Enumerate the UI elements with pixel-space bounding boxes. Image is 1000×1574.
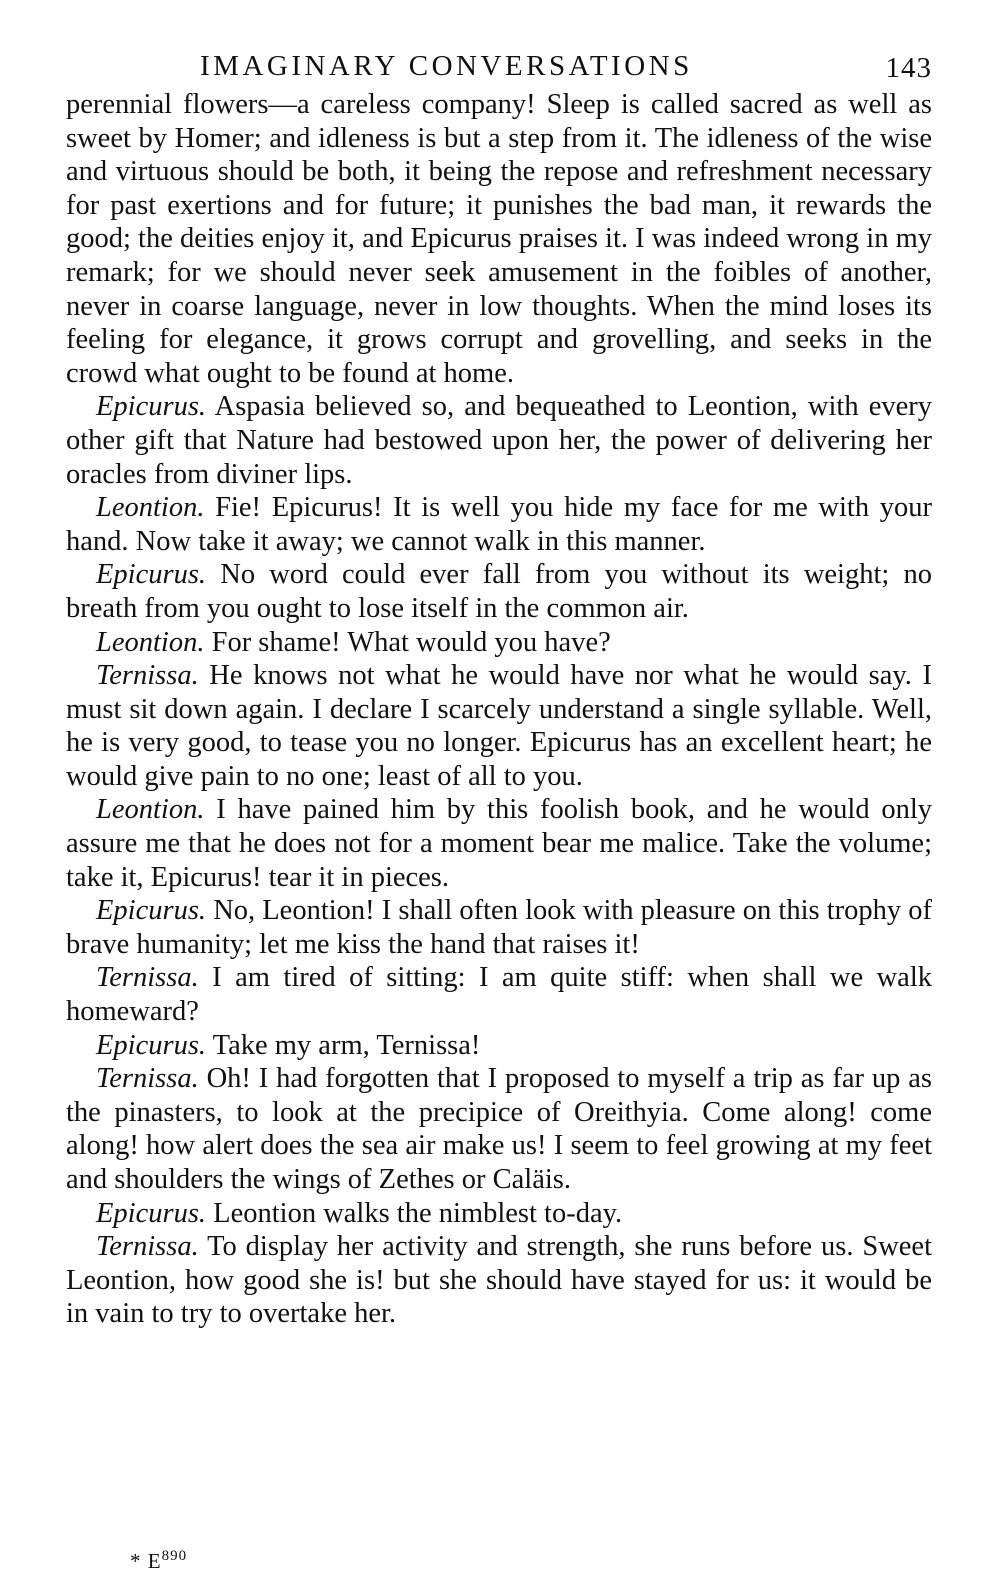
speaker-name: Leontion. xyxy=(96,794,205,826)
speaker-name: Epicurus. xyxy=(96,1029,207,1061)
speech xyxy=(66,491,932,558)
signature-number: 890 xyxy=(161,1548,188,1564)
speech xyxy=(66,961,932,1028)
speech xyxy=(66,1029,932,1063)
speech xyxy=(66,1230,932,1331)
speech-text: No word could ever fall from you without its weight; no breath from you ought to lose itself in the common air. xyxy=(66,559,932,624)
body-text xyxy=(66,88,932,1331)
speech-text: I am tired of sitting: I am quite stiff: when shall we walk homeward? xyxy=(66,962,932,1028)
speech xyxy=(66,894,932,961)
speaker-name: Epicurus. xyxy=(96,895,207,927)
speech-text: He knows not what he would have nor what he would say. I must sit down again. I declare I scarcely understand a single syllable. Well, he is very good, to tease you no longer. Epicurus has an excellent heart; he would give pain to no one; least of all to you. xyxy=(66,660,933,792)
speaker-name: Epicurus. xyxy=(96,1197,207,1229)
printer-signature xyxy=(130,1548,187,1574)
speech-text: Aspasia believed so, and bequeathed to Leontion, with every other gift that Nature had bestowed upon her, the power of delivering her oracles from diviner lips. xyxy=(66,391,933,490)
page-number: 143 xyxy=(885,52,932,84)
speech-text: No, Leontion! I shall often look with pleasure on this trophy of brave humanity; let me kiss the hand that raises it! xyxy=(66,895,932,960)
book-page xyxy=(66,44,932,1331)
opening-paragraph: perennial flowers—a careless company! Sleep is called sacred as well as sweet by Homer; and idleness is but a step from it. The idleness of the wise and virtuous should be both, it being the repose and refreshment necessary for past exertions and for future; it punishes the bad man, it rewards the good; the deities enjoy it, and Epicurus praises it. I was indeed wrong in my remark; for we should never seek amusement in the foibles of another, never in coarse language, never in low thoughts. When the mind loses its feeling for elegance, it grows corrupt and grovelling, and seeks in the crowd what ought to be found at home. xyxy=(66,89,932,389)
speech xyxy=(66,659,932,793)
speech xyxy=(66,793,932,894)
speech-text: Take my arm, Ternissa! xyxy=(212,1029,481,1061)
speaker-name: Ternissa. xyxy=(96,1063,199,1095)
speaker-name: Ternissa. xyxy=(96,660,199,692)
speech-text: Leontion walks the nimblest to-day. xyxy=(213,1197,623,1229)
signature-letter: E xyxy=(147,1549,162,1573)
speaker-name: Leontion. xyxy=(96,492,205,524)
speech xyxy=(66,1062,932,1196)
signature-mark: * xyxy=(130,1549,142,1573)
running-title: IMAGINARY CONVERSATIONS xyxy=(200,50,693,82)
speech xyxy=(66,626,932,660)
speaker-name: Ternissa. xyxy=(96,962,199,994)
speech-text: I have pained him by this foolish book, and he would only assure me that he does not for a moment bear me malice. Take the volume; take it, Epicurus! tear it in pieces. xyxy=(66,794,932,893)
speech-text: Oh! I had forgotten that I proposed to myself a trip as far up as the pinasters, to look at the precipice of Oreithyia. Come along! come along! how alert does the sea air make us! I seem to feel growing at my feet and shoulders the wings of Zethes or Caläis. xyxy=(66,1063,932,1195)
speaker-name: Ternissa. xyxy=(96,1231,199,1263)
speech xyxy=(66,390,932,491)
speech-text: For shame! What would you have? xyxy=(211,626,611,658)
speech-text: Fie! Epicurus! It is well you hide my face for me with your hand. Now take it away; we cannot walk in this manner. xyxy=(66,492,932,557)
running-head xyxy=(66,44,932,88)
speaker-name: Epicurus. xyxy=(96,559,207,591)
speech xyxy=(66,1197,932,1231)
speaker-name: Epicurus. xyxy=(96,391,207,423)
speech xyxy=(66,558,932,625)
speech-text: To display her activity and strength, she runs before us. Sweet Leontion, how good she is! but she should have stayed for us: it would be in vain to try to overtake her. xyxy=(66,1231,932,1330)
speaker-name: Leontion. xyxy=(96,626,205,658)
